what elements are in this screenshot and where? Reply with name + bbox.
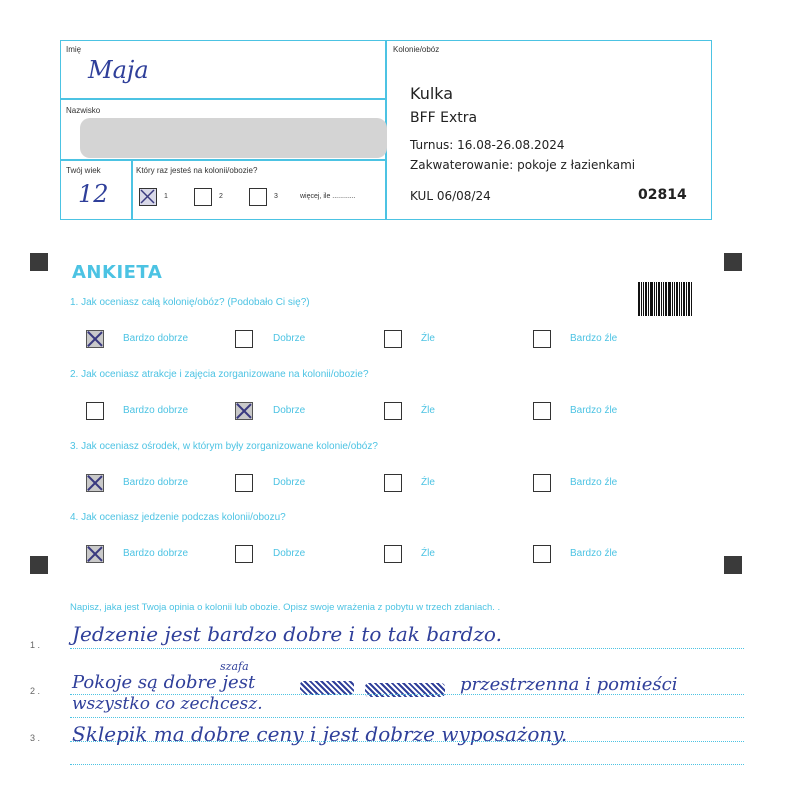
camp-label: Kolonie/obóz [393, 45, 440, 54]
q1-option-zle-checkbox[interactable] [384, 330, 402, 348]
barcode-bar [658, 282, 660, 316]
registration-marker-bottom-left [30, 556, 48, 574]
question-3-text: 3. Jak oceniasz ośrodek, w którym były zorganizowane kolonie/obóz? [70, 441, 378, 452]
q2-option-bardzo-dobrze-label: Bardzo dobrze [123, 405, 189, 416]
surname-label: Nazwisko [66, 106, 101, 115]
barcode-bar [638, 282, 640, 316]
registration-marker-top-left [30, 253, 48, 271]
q3-option-zle-label: Źle [421, 477, 435, 488]
times-more-label: więcej, ile ............ [300, 193, 356, 200]
first-name-value: Maja [88, 56, 149, 84]
barcode-bar [686, 282, 687, 316]
age-value: 12 [78, 180, 109, 208]
surname-redaction [80, 118, 387, 158]
q1-option-bardzo-dobrze-checkbox[interactable] [86, 330, 104, 348]
opinion-line-2c-rule [70, 717, 744, 718]
header-divider-age [131, 159, 133, 220]
opinion-line-2-insert: szafa [220, 660, 249, 673]
q3-option-bardzo-dobrze-checkbox[interactable] [86, 474, 104, 492]
barcode-bar [672, 282, 673, 316]
opinion-line-2a-text[interactable]: Pokoje są dobre jest [72, 672, 256, 693]
times-option-2-checkbox[interactable] [194, 188, 212, 206]
q3-option-bardzo-zle-checkbox[interactable] [533, 474, 551, 492]
times-option-2-label: 2 [219, 193, 223, 200]
opinion-line-3-rule [70, 741, 744, 742]
q2-option-bardzo-dobrze-checkbox[interactable] [86, 402, 104, 420]
q4-option-zle-label: Źle [421, 548, 435, 559]
q2-option-dobrze-checkbox[interactable] [235, 402, 253, 420]
opinion-line-1-rule [70, 648, 744, 649]
q3-option-bardzo-dobrze-label: Bardzo dobrze [123, 477, 189, 488]
q3-option-dobrze-checkbox[interactable] [235, 474, 253, 492]
q3-option-dobrze-label: Dobrze [273, 477, 306, 488]
age-label: Twój wiek [66, 166, 101, 175]
opinion-line-1-text[interactable]: Jedzenie jest bardzo dobre i to tak bardzo. [72, 622, 502, 646]
survey-title: ANKIETA [72, 262, 163, 283]
camp-name: Kulka [410, 84, 454, 103]
times-label: Który raz jesteś na kolonii/obozie? [136, 166, 258, 175]
q3-option-bardzo-zle-label: Bardzo źle [570, 477, 618, 488]
barcode-bar [683, 282, 685, 316]
question-2-text: 2. Jak oceniasz atrakcje i zajęcia zorganizowane na kolonii/obozie? [70, 369, 369, 380]
barcode-bar [656, 282, 657, 316]
barcode-bar [645, 282, 647, 316]
q1-option-bardzo-zle-label: Bardzo źle [570, 333, 618, 344]
form-number: 02814 [638, 187, 687, 203]
q2-option-zle-checkbox[interactable] [384, 402, 402, 420]
barcode-bar [665, 282, 667, 316]
barcode-bar [688, 282, 690, 316]
camp-program: BFF Extra [410, 110, 478, 126]
opinion-line-2-number: 2 . [30, 686, 41, 696]
q2-option-zle-label: Źle [421, 405, 435, 416]
barcode-bar [679, 282, 680, 316]
camp-accommodation: Zakwaterowanie: pokoje z łazienkami [410, 158, 636, 172]
barcode-bar [681, 282, 682, 316]
times-option-1-label: 1 [164, 193, 168, 200]
barcode-bar [643, 282, 644, 316]
opinion-line-2c-text[interactable]: wszystko co zechcesz. [72, 694, 263, 714]
q2-option-bardzo-zle-label: Bardzo źle [570, 405, 618, 416]
header-divider-name [60, 98, 385, 100]
q1-option-dobrze-label: Dobrze [273, 333, 306, 344]
barcode-bar [650, 282, 653, 316]
times-option-3-checkbox[interactable] [249, 188, 267, 206]
barcode-bar [674, 282, 675, 316]
q1-option-bardzo-dobrze-label: Bardzo dobrze [123, 333, 189, 344]
camp-turnus: Turnus: 16.08-26.08.2024 [410, 138, 565, 152]
question-1-text: 1. Jak oceniasz całą kolonię/obóz? (Podobało Ci się?) [70, 297, 310, 308]
barcode-bar [691, 282, 692, 316]
times-option-3-label: 3 [274, 193, 278, 200]
q4-option-dobrze-label: Dobrze [273, 548, 306, 559]
opinion-line-3-number: 3 . [30, 733, 41, 743]
registration-marker-bottom-right [724, 556, 742, 574]
q4-option-bardzo-zle-label: Bardzo źle [570, 548, 618, 559]
camp-code: KUL 06/08/24 [410, 189, 491, 203]
barcode-bar [668, 282, 671, 316]
opinion-line-2b-text[interactable]: przestrzenna i pomieści [460, 674, 678, 695]
q4-option-bardzo-dobrze-label: Bardzo dobrze [123, 548, 189, 559]
barcode-bar [654, 282, 655, 316]
q1-option-zle-label: Źle [421, 333, 435, 344]
barcode-bar [663, 282, 664, 316]
barcode-bar [648, 282, 649, 316]
times-option-1-checkbox[interactable] [139, 188, 157, 206]
q2-option-dobrze-label: Dobrze [273, 405, 306, 416]
q4-option-zle-checkbox[interactable] [384, 545, 402, 563]
opinion-line-3-text[interactable]: Sklepik ma dobre ceny i jest dobrze wyposażony. [72, 722, 568, 746]
barcode-icon [638, 282, 692, 316]
q1-option-bardzo-zle-checkbox[interactable] [533, 330, 551, 348]
question-4-text: 4. Jak oceniasz jedzenie podczas kolonii/obozu? [70, 512, 286, 523]
first-name-label: Imię [66, 45, 82, 54]
registration-marker-top-right [724, 253, 742, 271]
opinion-line-2-crossout-1 [300, 681, 354, 695]
q4-option-bardzo-dobrze-checkbox[interactable] [86, 545, 104, 563]
barcode-bar [661, 282, 662, 316]
q2-option-bardzo-zle-checkbox[interactable] [533, 402, 551, 420]
q4-option-bardzo-zle-checkbox[interactable] [533, 545, 551, 563]
q4-option-dobrze-checkbox[interactable] [235, 545, 253, 563]
q3-option-zle-checkbox[interactable] [384, 474, 402, 492]
barcode-bar [641, 282, 642, 316]
q1-option-dobrze-checkbox[interactable] [235, 330, 253, 348]
header-divider-surname [60, 159, 385, 161]
barcode-bar [676, 282, 678, 316]
opinion-prompt: Napisz, jaka jest Twoja opinia o kolonii lub obozie. Opisz swoje wrażenia z pobytu w trzech zdaniach. . [70, 602, 501, 613]
opinion-line-1-number: 1 . [30, 640, 41, 650]
opinion-line-4-rule [70, 764, 744, 765]
